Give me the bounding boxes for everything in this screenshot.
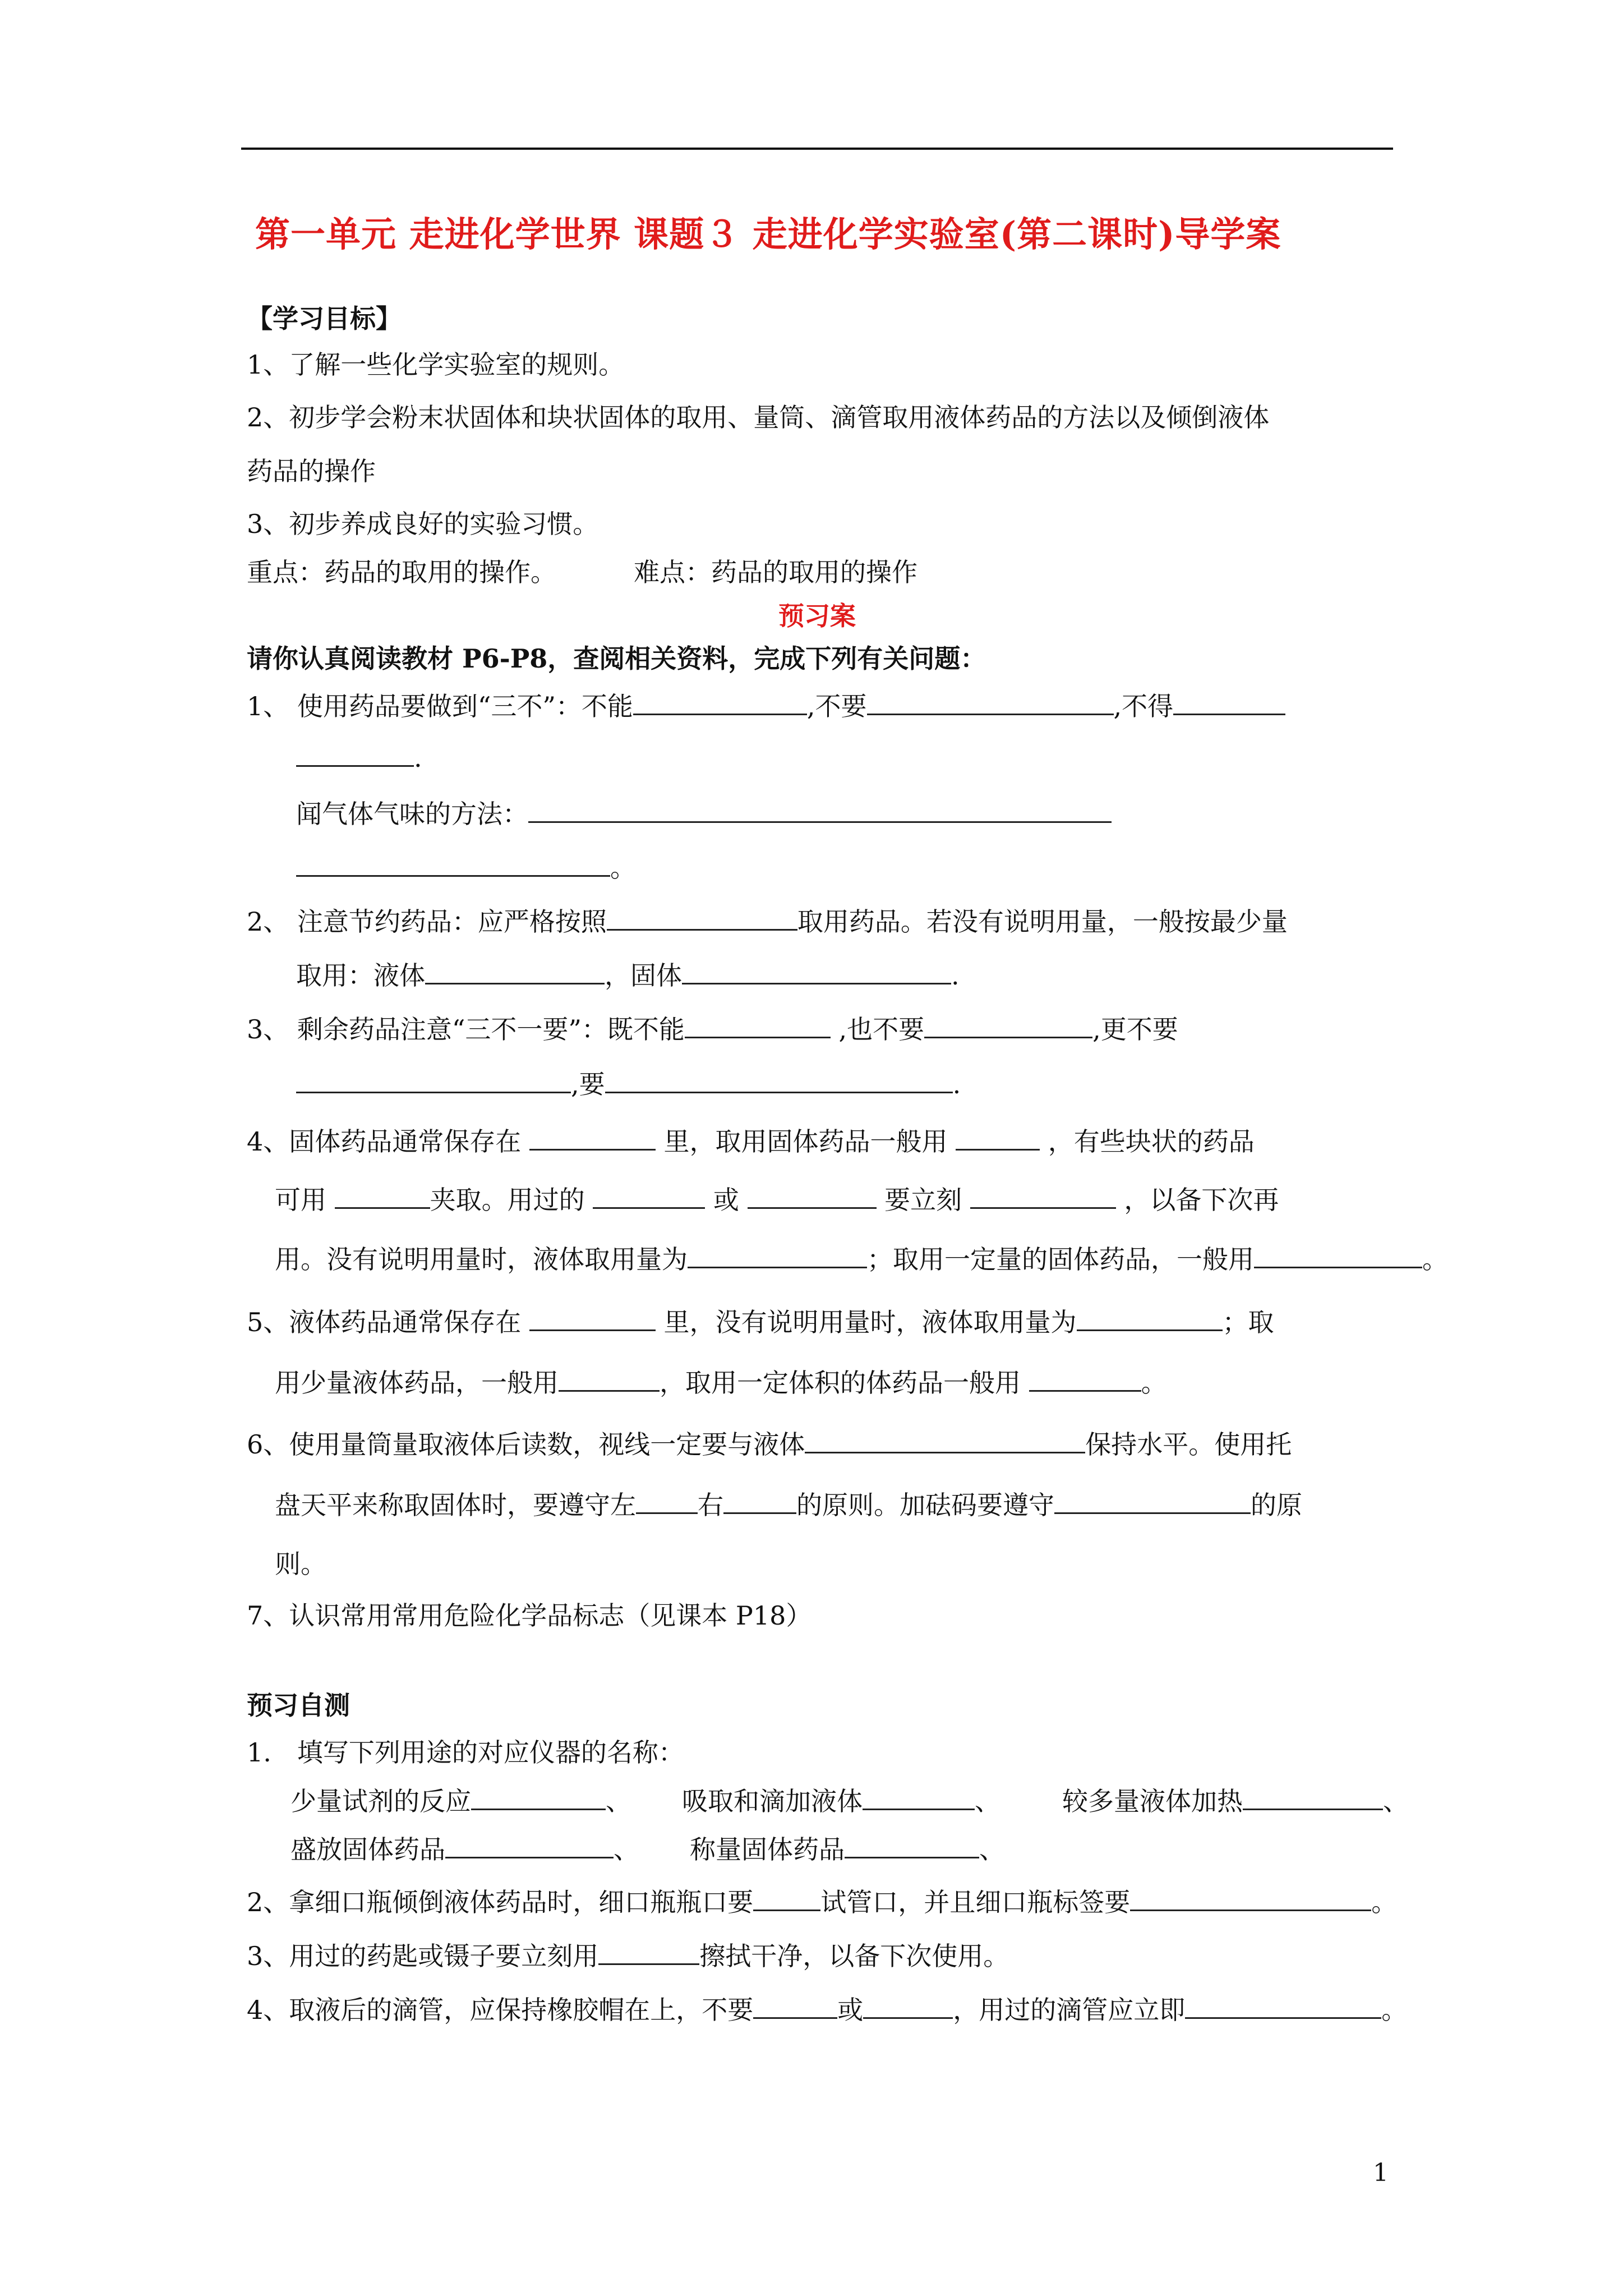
blank[interactable]	[559, 1365, 660, 1392]
blank[interactable]	[970, 1182, 1116, 1209]
blank[interactable]	[867, 689, 1114, 715]
blank[interactable]	[296, 850, 610, 877]
blank[interactable]	[863, 1993, 953, 2019]
smell-method: 闻气体气味的方法：	[296, 797, 1112, 831]
blank[interactable]	[924, 1012, 1092, 1038]
question-3: 3、 剩余药品注意“三不一要”：既不能 ,也不要 ,更不要	[247, 1012, 1178, 1046]
objective-2: 2、初步学会粉末状固体和块状固体的取用、量筒、滴管取用液体药品的方法以及倾倒液体	[247, 402, 1270, 432]
blank[interactable]	[845, 1832, 979, 1858]
question-5-cont: 用少量液体药品，一般用 ，取用一定体积的体药品一般用 。	[275, 1365, 1167, 1400]
preview-heading: 预习案	[778, 601, 856, 631]
blank[interactable]	[636, 1488, 698, 1514]
blank[interactable]	[296, 740, 414, 767]
question-1: 1、 使用药品要做到“三不”：不能 ,不要 ,不得	[247, 689, 1285, 723]
question-6: 6、使用量筒量取液体后读数，视线一定要与液体 保持水平。使用托	[247, 1427, 1292, 1461]
smell-method-cont: 。	[296, 850, 636, 885]
blank[interactable]	[1173, 689, 1285, 715]
blank[interactable]	[633, 689, 807, 715]
blank[interactable]	[593, 1182, 705, 1209]
blank[interactable]	[1077, 1305, 1223, 1331]
blank[interactable]	[471, 1784, 606, 1810]
key-points: 重点：药品的取用的操作。	[247, 557, 556, 587]
question-4: 4、固体药品通常保存在 里，取用固体药品一般用 ，有些块状的药品	[247, 1124, 1255, 1158]
difficult-points: 难点：药品的取用的操作	[634, 557, 917, 587]
page-title: 第一单元 走进化学世界 课题３ 走进化学实验室(第二课时)导学案	[255, 214, 1281, 255]
question-1-cont: .	[296, 740, 422, 775]
question-2-cont: 取用：液体 ，固体 .	[296, 958, 960, 992]
self-test-4: 4、取液后的滴管，应保持橡胶帽在上，不要 或 ，用过的滴管应立即 。	[247, 1993, 1407, 2027]
blank[interactable]	[753, 1885, 820, 1911]
blank[interactable]	[1185, 1993, 1381, 2019]
page-number: 1	[1373, 2159, 1389, 2187]
self-test-1: 1. 填写下列用途的对应仪器的名称：	[247, 1737, 684, 1768]
question-6-cont2: 则。	[275, 1549, 326, 1579]
self-test-3: 3、用过的药匙或镊子要立刻用 擦拭干净，以备下次使用。	[247, 1939, 1009, 1973]
self-test-1-row1: 少量试剂的反应 、 吸取和滴加液体 、 较多量液体加热 、	[291, 1784, 1409, 1818]
blank[interactable]	[753, 1993, 837, 2019]
question-4-cont: 可用 夹取。用过的 或 要立刻 ，以备下次再	[275, 1182, 1279, 1217]
blank[interactable]	[688, 1242, 867, 1268]
blank[interactable]	[425, 958, 605, 984]
blank[interactable]	[1243, 1784, 1383, 1810]
preview-instruction: 请你认真阅读教材 P6-P8，查阅相关资料，完成下列有关问题：	[247, 643, 986, 674]
objective-2-cont: 药品的操作	[247, 456, 376, 486]
question-5: 5、液体药品通常保存在 里，没有说明用量时，液体取用量为 ；取	[247, 1305, 1274, 1339]
objectives-heading: 【学习目标】	[247, 303, 402, 334]
blank[interactable]	[723, 1488, 796, 1514]
blank[interactable]	[1254, 1242, 1422, 1268]
blank[interactable]	[685, 1012, 831, 1038]
blank[interactable]	[682, 958, 951, 984]
blank[interactable]	[1029, 1365, 1141, 1392]
blank[interactable]	[748, 1182, 877, 1209]
blank[interactable]	[598, 1939, 699, 1965]
self-test-2: 2、拿细口瓶倾倒液体药品时，细口瓶瓶口要 试管口，并且细口瓶标签要 。	[247, 1885, 1397, 1919]
self-test-heading: 预习自测	[247, 1690, 350, 1720]
question-7: 7、认识常用常用危险化学品标志（见课本 P18）	[247, 1600, 812, 1631]
blank[interactable]	[335, 1182, 430, 1209]
blank[interactable]	[1054, 1488, 1251, 1514]
blank[interactable]	[445, 1832, 614, 1858]
header-rule	[241, 148, 1393, 150]
blank[interactable]	[863, 1784, 975, 1810]
blank[interactable]	[605, 1067, 953, 1093]
blank[interactable]	[607, 904, 797, 931]
blank[interactable]	[296, 1067, 571, 1093]
objective-3: 3、初步养成良好的实验习惯。	[247, 509, 599, 539]
self-test-1-row2: 盛放固体药品 、 称量固体药品 、	[291, 1832, 1005, 1866]
question-4-cont2: 用。没有说明用量时，液体取用量为 ；取用一定量的固体药品，一般用 。	[275, 1242, 1448, 1276]
blank[interactable]	[805, 1427, 1085, 1453]
question-3-cont: ,要 .	[296, 1067, 961, 1101]
question-6-cont: 盘天平来称取固体时，要遵守左 右 的原则。加砝码要遵守 的原	[275, 1488, 1302, 1522]
blank[interactable]	[1130, 1885, 1371, 1911]
blank[interactable]	[529, 1124, 656, 1151]
blank[interactable]	[529, 1305, 656, 1331]
objective-1: 1、了解一些化学实验室的规则。	[247, 349, 625, 380]
blank[interactable]	[956, 1124, 1040, 1151]
question-2: 2、 注意节约药品：应严格按照 取用药品。若没有说明用量，一般按最少量	[247, 904, 1288, 938]
blank[interactable]	[528, 797, 1112, 823]
